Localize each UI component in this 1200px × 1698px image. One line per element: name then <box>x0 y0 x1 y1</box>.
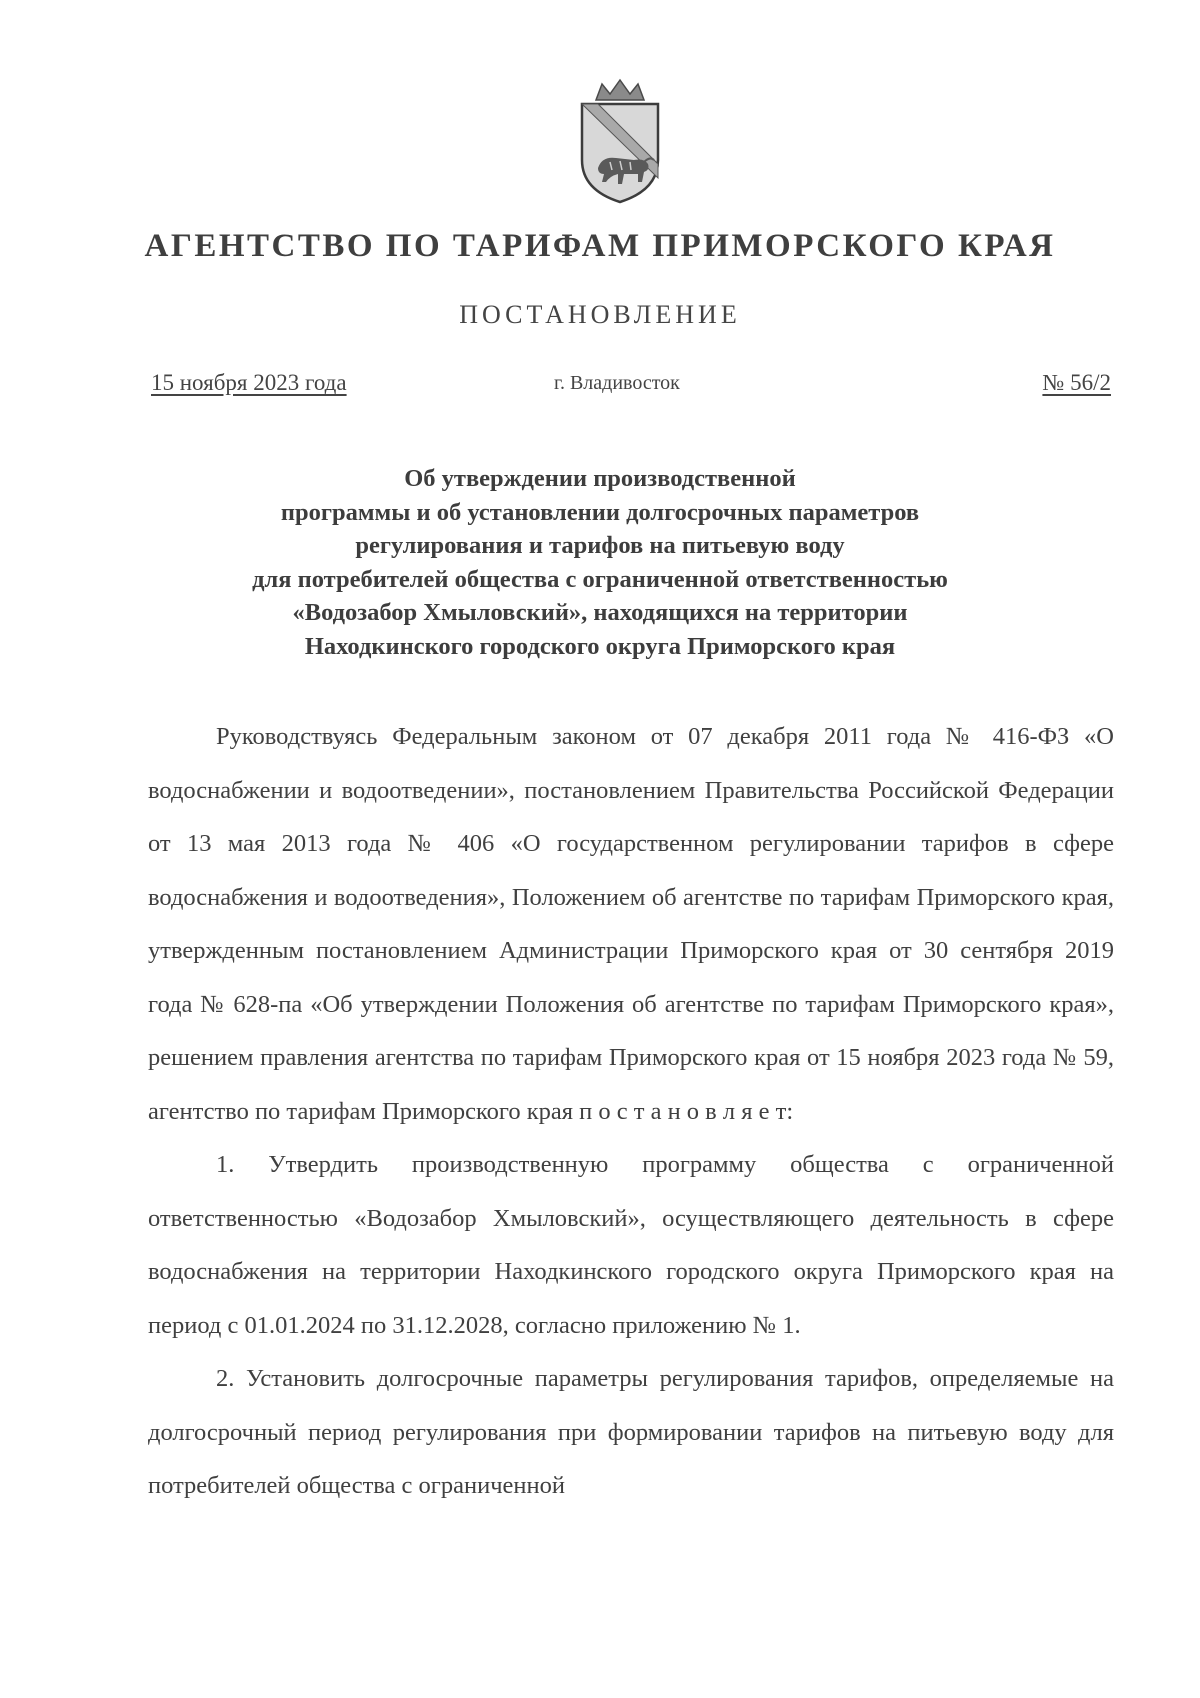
body-paragraph-item-1: 1. Утвердить производственную программу общества с ограниченной ответственностью «Водозабор Хмыловский», осуществляющего деятельность в сфере водоснабжения на территории Находкинского городского округа Приморского края на период с 01.01.2024 по 31.12.2028, согласно приложению № 1. <box>148 1151 1114 1339</box>
document-city: г. Владивосток <box>554 372 680 394</box>
title-line: «Водозабор Хмыловский», находящихся на территории <box>292 599 908 626</box>
title-line: Находкинского городского округа Приморского края <box>304 632 896 660</box>
coat-of-arms-icon <box>568 78 672 206</box>
document-number: № 56/2 <box>1042 370 1111 395</box>
body-paragraph-item-2: 2. Установить долгосрочные параметры регулирования тарифов, определяемые на долгосрочный период регулирования при формировании тарифов на питьевую воду для потребителей общества с ограниченной <box>148 1365 1114 1499</box>
agency-name: АГЕНТСТВО ПО ТАРИФАМ ПРИМОРСКОГО КРАЯ <box>144 228 1056 264</box>
document-type: ПОСТАНОВЛЕНИЕ <box>459 300 741 329</box>
title-line: Об утверждении производственной <box>404 465 796 492</box>
body-paragraph-preamble: Руководствуясь Федеральным законом от 07 декабря 2011 года № 416-ФЗ «О водоснабжении и водоотведении», постановлением Правительства Российской Федерации от 13 мая 2013 года № 406 «О государственном регулировании тарифов в сфере водоснабжения и водоотведения», Положением об агентстве по тарифам Приморского края, утвержденным постановлением Администрации Приморского края от 30 сентября 2019 года № 628-па «Об утверждении Положения об агентстве по тарифам Приморского края», решением правления агентства по тарифам Приморского края от 15 ноября 2023 года № 59, агентство по тарифам Приморского края п о с т а н о в л я е т: <box>148 723 1114 1125</box>
title-line: программы и об установлении долгосрочных параметров <box>280 498 920 526</box>
title-line: регулирования и тарифов на питьевую воду <box>355 532 845 559</box>
document-body <box>148 710 1114 1513</box>
title-line: для потребителей общества с ограниченной ответственностью <box>252 565 948 593</box>
document-date: 15 ноября 2023 года <box>151 370 347 395</box>
document-title <box>140 462 1060 663</box>
